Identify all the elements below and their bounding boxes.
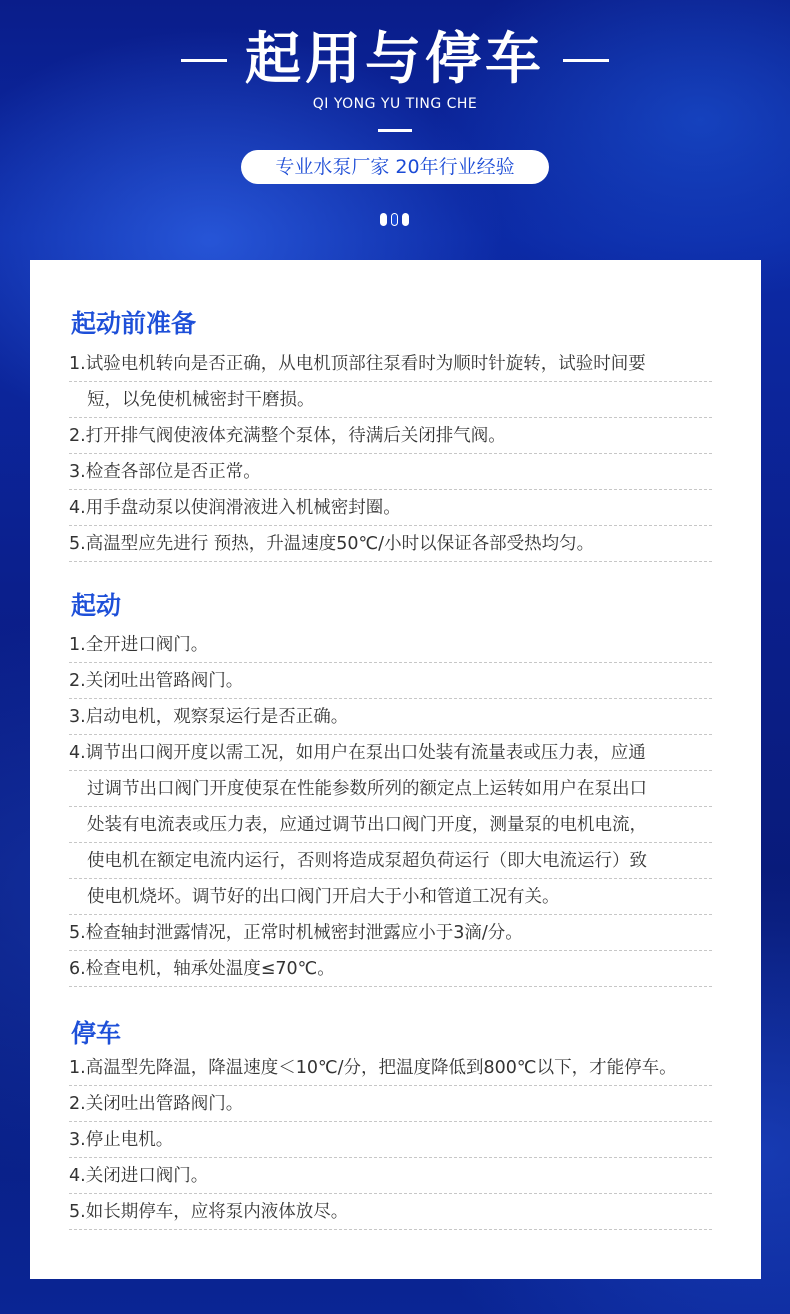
page-title: 起用与停车 <box>245 27 545 92</box>
list-item: 4.用手盘动泵以使润滑液进入机械密封圈。 <box>69 490 712 526</box>
page-indicator <box>380 213 409 226</box>
list-item: 1.高温型先降温，降温速度＜10℃/分，把温度降低到800℃以下，才能停车。 <box>69 1050 712 1086</box>
section-title-start: 起动 <box>71 591 122 620</box>
section-title-stop: 停车 <box>71 1019 122 1048</box>
list-item: 4.调节出口阀开度以需工况，如用户在泵出口处装有流量表或压力表，应通 <box>69 735 712 771</box>
content-card <box>30 260 761 1279</box>
page-header <box>0 0 790 260</box>
list-item: 5.如长期停车，应将泵内液体放尽。 <box>69 1194 712 1230</box>
list-item: 过调节出口阀门开度使泵在性能参数所列的额定点上运转如用户在泵出口 <box>69 771 712 807</box>
title-left-dash <box>181 59 227 62</box>
list-item: 5.高温型应先进行 预热，升温速度50℃/小时以保证各部受热均匀。 <box>69 526 712 562</box>
list-item: 处装有电流表或压力表，应通过调节出口阀门开度，测量泵的电机电流， <box>69 807 712 843</box>
list-item: 1.全开进口阀门。 <box>69 627 712 663</box>
indicator-dot-active <box>391 213 398 226</box>
section-title-prep: 起动前准备 <box>71 309 197 338</box>
list-item: 3.停止电机。 <box>69 1122 712 1158</box>
list-item: 2.关闭吐出管路阀门。 <box>69 663 712 699</box>
list-item: 6.检查电机，轴承处温度≤70℃。 <box>69 951 712 987</box>
list-item: 3.检查各部位是否正常。 <box>69 454 712 490</box>
title-right-dash <box>563 59 609 62</box>
list-item: 2.关闭吐出管路阀门。 <box>69 1086 712 1122</box>
slogan-pill: 专业水泵厂家 20年行业经验 <box>241 150 549 184</box>
list-item: 2.打开排气阀使液体充满整个泵体，待满后关闭排气阀。 <box>69 418 712 454</box>
list-item: 1.试验电机转向是否正确，从电机顶部往泵看时为顺时针旋转，试验时间要 <box>69 346 712 382</box>
list-item: 5.检查轴封泄露情况，正常时机械密封泄露应小于3滴/分。 <box>69 915 712 951</box>
page-subtitle: QI YONG YU TING CHE <box>312 96 478 112</box>
title-underline <box>378 129 412 132</box>
list-item: 短，以免使机械密封干磨损。 <box>69 382 712 418</box>
list-item: 4.关闭进口阀门。 <box>69 1158 712 1194</box>
list-item: 使电机在额定电流内运行，否则将造成泵超负荷运行（即大电流运行）致 <box>69 843 712 879</box>
list-item: 3.启动电机，观察泵运行是否正确。 <box>69 699 712 735</box>
list-item: 使电机烧坏。调节好的出口阀门开启大于小和管道工况有关。 <box>69 879 712 915</box>
indicator-dot <box>380 213 387 226</box>
title-row <box>0 24 790 96</box>
indicator-dot <box>402 213 409 226</box>
